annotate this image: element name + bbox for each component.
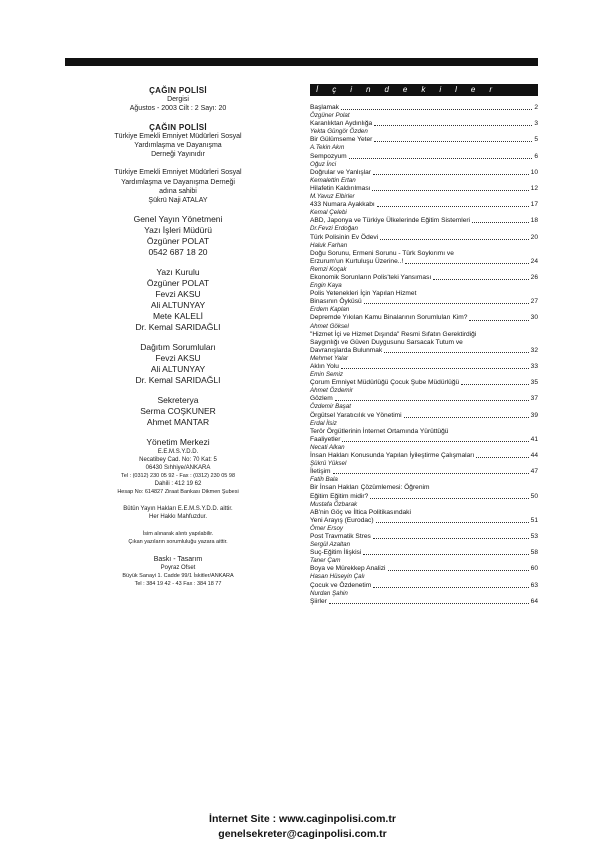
toc-entry-page: 12: [530, 184, 538, 192]
toc-entry-row: [310, 234, 538, 242]
toc-entry[interactable]: [310, 250, 538, 274]
distribution-member: Fevzi AKSU: [155, 353, 201, 364]
publisher-line: Derneği Yayınıdır: [151, 151, 205, 159]
toc-entry-title: Hilafetin Kaldırılması: [310, 184, 371, 192]
top-rule: [65, 58, 538, 66]
toc-entry[interactable]: [310, 565, 538, 581]
owner-line: adına sahibi: [159, 187, 197, 195]
secretariat-title: Sekreterya: [157, 395, 199, 406]
office-line: Hesap No: 614827 Ziraat Bankası Dikmen Şubesi: [117, 489, 239, 496]
dot-leader: [380, 239, 528, 240]
dot-leader: [377, 206, 529, 207]
toc-entry-page: 27: [530, 298, 538, 306]
toc-entry-title: 433 Numara Ayakkabı: [310, 201, 375, 209]
toc-entry-page: 10: [530, 168, 538, 176]
owner-block: [64, 168, 292, 205]
toc-entry-title: Sempozyum: [310, 152, 347, 160]
toc-entry-author: Erdal İlsiz: [310, 419, 337, 427]
toc-entry-page: 6: [534, 152, 538, 160]
publisher-title: ÇAĞIN POLİSİ: [149, 122, 207, 132]
dot-leader: [373, 174, 529, 175]
toc-entry-row: [310, 493, 538, 501]
toc-entry-row: [310, 298, 538, 306]
magazine-title: ÇAĞIN POLİSİ: [149, 86, 207, 95]
dot-leader: [342, 441, 528, 442]
dot-leader: [333, 473, 529, 474]
toc-entry-row: [310, 314, 538, 322]
toc-entry[interactable]: [310, 452, 538, 468]
dot-leader: [341, 109, 532, 110]
distribution-block: [64, 342, 292, 386]
toc-entry-title-line: AB'nin Göç ve İltica Politikasındaki: [310, 508, 411, 516]
toc-entry-title: İnsan Hakları Konusunda Yapılan İyileştirme Çalışmaları: [310, 452, 475, 460]
website-footer: İnternet Site : www.caginpolisi.com.tr: [209, 813, 396, 825]
toc-entry-row: [310, 582, 538, 590]
publisher-line: Türkiye Emekli Emniyet Müdürleri Sosyal: [114, 132, 242, 140]
toc-entry-row: [310, 379, 538, 387]
toc-entry-row: [310, 598, 538, 606]
toc-entry[interactable]: [310, 185, 538, 201]
toc-entry-title: Suç-Eğitim İlişkisi: [310, 549, 362, 557]
dot-leader: [461, 384, 528, 385]
editor-block: [64, 214, 292, 258]
toc-entry-page: 33: [530, 363, 538, 370]
toc-entry-title: İletişim: [310, 468, 331, 476]
secretariat-member: Serma COŞKUNER: [140, 406, 216, 417]
toc-entry-author: Remzi Koçak: [310, 265, 347, 273]
office-line: Tel : (0312) 230 05 92 - Fax : (0312) 230 05 98: [120, 473, 236, 480]
toc-entry-author: Özdemir Başat: [310, 403, 351, 411]
toc-entry-author: Sergül Azaltan: [310, 541, 351, 549]
toc-entry-title: Binasının Öyküsü: [310, 298, 362, 306]
toc-entry-title: Bir Gülümseme Yeter: [310, 136, 373, 144]
toc-entry-title: Karanlıktan Aydınlığa: [310, 120, 373, 128]
toc-entry[interactable]: [310, 549, 538, 565]
toc-entry-row: [310, 549, 538, 557]
toc-entry-author: Kemal Çelebi: [310, 209, 347, 217]
toc-entry-page: 3: [534, 120, 538, 128]
toc-entry-page: 20: [530, 233, 538, 241]
toc-entry-title: Doğrular ve Yanlışlar: [310, 168, 371, 176]
toc-entry-page: 44: [530, 452, 538, 460]
toc-entry-author: Fatih Bala: [310, 476, 338, 484]
masthead-column: [64, 86, 292, 597]
toc-entry[interactable]: [310, 201, 538, 217]
toc-entry-author: Mehmet Yalar: [310, 354, 348, 362]
toc-entry-author: Haluk Farhan: [310, 241, 348, 249]
notes-line: Çıkan yazıların sorumluluğu yazara aittir.: [128, 539, 228, 546]
toc-entry[interactable]: [310, 509, 538, 533]
distribution-member: Ali ALTUNYAY: [150, 364, 206, 375]
dot-leader: [374, 141, 532, 142]
toc-entry-author: Ömer Ersoy: [310, 524, 344, 532]
dot-leader: [476, 457, 528, 458]
dot-leader: [405, 263, 528, 264]
toc-entry[interactable]: [310, 120, 538, 136]
toc-entry-author: Ahmet Göksel: [310, 322, 349, 330]
toc-entry-row: [310, 153, 538, 161]
toc-entry-author: Kemalettin Ertan: [310, 176, 356, 184]
toc-entry-page: 18: [530, 217, 538, 225]
print-line: Tel : 384 19 42 - 43 Fax : 384 18 77: [134, 581, 222, 588]
dot-leader: [469, 320, 528, 321]
toc-entry-title: Ekonomik Sorunların Polis'teki Yansıması: [310, 273, 432, 281]
dot-leader: [404, 417, 529, 418]
board-member: Özgüner POLAT: [146, 278, 210, 289]
toc-entry[interactable]: [310, 169, 538, 185]
toc-entry-page: 53: [530, 532, 538, 540]
owner-name: Şükrü Naji ATALAY: [148, 197, 208, 205]
toc-entry-author: Yekta Güngör Özden: [310, 128, 368, 136]
toc-entry-row: [310, 274, 538, 282]
office-line: 06430 Sıhhiye/ANKARA: [145, 465, 211, 472]
toc-entry-title-line: Saygınlığı ve Güven Duygusunu Sarsacak Tutum ve: [310, 338, 463, 346]
print-title: Baskı - Tasarım: [153, 556, 203, 564]
editor-title: Genel Yayın Yönetmeni: [133, 214, 223, 225]
toc-entry-row: [310, 347, 538, 355]
board-member: Dr. Kemal SARIDAĞLI: [135, 322, 221, 333]
toc-entry-row: [310, 436, 538, 444]
secretariat-member: Ahmet MANTAR: [146, 417, 210, 428]
dot-leader: [384, 352, 528, 353]
toc-entry-title: Boya ve Mürekkep Analizi: [310, 565, 386, 573]
toc-entry-page: 37: [530, 395, 538, 403]
dot-leader: [373, 538, 529, 539]
dot-leader: [372, 190, 528, 191]
toc-entry-row: [310, 104, 538, 112]
toc-entry-title: Depremde Yıkılan Kamu Binalarının Sorumluları Kim?: [310, 314, 468, 322]
board-member: Ali ALTUNYAY: [150, 300, 206, 311]
masthead-block: [64, 86, 292, 114]
toc-entry-author: Hasan Hüseyin Çalı: [310, 573, 365, 581]
distribution-title: Dağıtım Sorumluları: [140, 342, 216, 353]
toc-entry[interactable]: [310, 153, 538, 169]
toc-entry-row: [310, 217, 538, 225]
toc-entry-author: Şükrü Yüksel: [310, 460, 347, 468]
toc-entry[interactable]: [310, 379, 538, 395]
dot-leader: [364, 303, 529, 304]
editor-phone: 0542 687 18 20: [148, 247, 208, 258]
toc-entry[interactable]: [310, 217, 538, 233]
toc-entry-page: 26: [530, 273, 538, 281]
toc-entry-title: Eğitim Eğitim midir?: [310, 492, 369, 500]
toc-heading: İçindekiler: [310, 84, 538, 96]
toc-entry-page: 2: [534, 104, 538, 111]
board-member: Fevzi AKSU: [155, 289, 201, 300]
toc-entry[interactable]: [310, 290, 538, 314]
toc-entry-title: Başlamak: [310, 104, 339, 111]
toc-entry[interactable]: [310, 484, 538, 508]
toc-entry-author: Engin Kaya: [310, 282, 342, 290]
toc-entry-author: Emin Semiz: [310, 371, 344, 379]
toc-entry-title: Çorum Emniyet Müdürlüğü Çocuk Şube Müdürlüğü: [310, 379, 460, 387]
dot-leader: [376, 522, 529, 523]
publisher-line: Yardımlaşma ve Dayanışma: [134, 142, 222, 150]
toc-entry-title-line: Polis Yetenekleri İçin Yapılan Hizmet: [310, 290, 417, 298]
toc-entry[interactable]: [310, 104, 538, 120]
toc-entry-page: 51: [530, 516, 538, 524]
toc-entry-row: [310, 412, 538, 420]
print-block: [64, 555, 292, 588]
toc-entry[interactable]: [310, 314, 538, 330]
office-title: Yönetim Merkezi: [146, 437, 210, 448]
office-block: [64, 437, 292, 496]
toc-entry-author: M.Yavuz Elbirler: [310, 193, 355, 201]
toc-entry[interactable]: [310, 331, 538, 363]
toc-entry-author: Dr.Fevzi Erdoğan: [310, 225, 358, 233]
dot-leader: [388, 570, 529, 571]
dot-leader: [373, 587, 528, 588]
toc-entry-title-line: Terör Örgütlerinin İnternet Ortamında Yürüttüğü: [310, 427, 449, 435]
office-line: Dahili : 412 19 62: [154, 481, 202, 488]
dot-leader: [329, 603, 529, 604]
toc-entry-title: ABD, Japonya ve Türkiye Ülkelerinde Eğitim Sistemleri: [310, 217, 471, 225]
dot-leader: [335, 400, 529, 401]
magazine-subtitle: Dergisi: [167, 96, 189, 104]
board-block: [64, 267, 292, 333]
toc-entry-row: [310, 395, 538, 403]
toc-column: [310, 84, 538, 606]
secretariat-block: [64, 395, 292, 428]
toc-entry-row: [310, 136, 538, 144]
dot-leader: [374, 125, 532, 126]
toc-entry-row: [310, 258, 538, 266]
toc-entry-author: Nurdan Şahin: [310, 589, 348, 597]
toc-entry-row: [310, 169, 538, 177]
publisher-block: [64, 123, 292, 160]
dot-leader: [472, 222, 529, 223]
toc-entry-page: 63: [530, 581, 538, 589]
toc-entry-author: Erdem Kaplan: [310, 306, 350, 314]
toc-entry-row: [310, 452, 538, 460]
toc-entry[interactable]: [310, 428, 538, 452]
toc-entry-page: 35: [530, 379, 538, 387]
toc-entry-page: 39: [530, 411, 538, 419]
toc-entry[interactable]: [310, 363, 538, 379]
toc-entry[interactable]: [310, 234, 538, 250]
dot-leader: [341, 368, 529, 369]
toc-entry-title: Erzurum'un Kurtuluşu Üzerine..!: [310, 257, 404, 265]
toc-entry-title: Örgütsel Yaratıcılık ve Yönetimi: [310, 411, 402, 419]
dot-leader: [433, 279, 528, 280]
notes-block: [64, 530, 292, 546]
toc-entry-author: Mustafa Özbarak: [310, 500, 358, 508]
toc-entry[interactable]: [310, 412, 538, 428]
toc-entry-row: [310, 565, 538, 573]
dot-leader: [349, 158, 533, 159]
toc-entry-title-line: Doğu Sorunu, Ermeni Sorunu - Türk Soykırımı ve: [310, 249, 454, 257]
toc-entry[interactable]: [310, 136, 538, 152]
toc-entry[interactable]: [310, 274, 538, 290]
toc-entry-page: 41: [530, 435, 538, 443]
toc-entry-page: 32: [530, 346, 538, 354]
dot-leader: [363, 554, 528, 555]
print-line: Büyük Sanayi 1. Cadde 99/1 İskitler/ANKARA: [122, 573, 234, 580]
toc-entry-author: A.Tekin Akın: [310, 144, 345, 152]
distribution-member: Dr. Kemal SARIDAĞLI: [135, 375, 221, 386]
owner-line: Yardımlaşma ve Dayanışma Derneği: [121, 178, 235, 186]
toc-entry-author: Taner Çam: [310, 557, 341, 565]
dot-leader: [370, 498, 528, 499]
toc-entry-page: 30: [530, 314, 538, 322]
toc-entry-author: Necati Alkan: [310, 443, 345, 451]
toc-entry-page: 60: [530, 565, 538, 573]
office-line: Necatibey Cad. No: 70 Kat: 5: [139, 457, 217, 464]
owner-line: Türkiye Emekli Emniyet Müdürleri Sosyal: [114, 169, 242, 177]
toc-entry-author: Ahmet Özdemir: [310, 387, 353, 395]
rights-block: [64, 505, 292, 521]
issue-info: Ağustos - 2003 Cilt : 2 Sayı: 20: [129, 105, 227, 113]
board-title: Yazı Kurulu: [156, 267, 200, 278]
toc-entry-row: [310, 185, 538, 193]
toc-entry[interactable]: [310, 598, 538, 606]
toc-entry-title-line: Bir İnsan Hakları Çözümlemesi: Öğrenim: [310, 484, 430, 492]
toc-entry-row: [310, 533, 538, 541]
toc-entry-title: Aklın Yolu: [310, 363, 339, 370]
toc-entry-title: Gözlem: [310, 395, 333, 403]
toc-entry-row: [310, 120, 538, 128]
toc-entry-title: Türk Polisinin Ev Ödevi: [310, 233, 379, 241]
rights-line: Her Hakkı Mahfuzdur.: [148, 514, 208, 521]
toc-entry-author: Oğuz İnci: [310, 160, 337, 168]
toc-entry-title: Davranışlarda Bulunmak: [310, 346, 383, 354]
toc-entry-page: 17: [530, 201, 538, 209]
toc-entry-page: 47: [530, 468, 538, 476]
toc-entry-author: Özgüner Polat: [310, 112, 350, 120]
toc-entry-title: Faaliyetler: [310, 435, 341, 443]
toc-entry-page: 5: [534, 136, 538, 144]
toc-entry[interactable]: [310, 582, 538, 598]
toc-entry-page: 50: [530, 492, 538, 500]
toc-entry-row: [310, 201, 538, 209]
email-footer: genelsekreter@caginpolisi.com.tr: [218, 828, 387, 840]
toc-entry-page: 58: [530, 549, 538, 557]
rights-line: Bütün Yayın Hakları E.E.M.S.Y.D.D. aittir.: [123, 506, 233, 513]
toc-entry-row: [310, 468, 538, 476]
toc-entry[interactable]: [310, 468, 538, 484]
toc-list: [310, 104, 538, 606]
toc-entry-title: Post Travmatik Stres: [310, 532, 371, 540]
toc-entry-title: Yeni Arayış (Eurodac): [310, 516, 374, 524]
toc-entry-title: Çocuk ve Özdenetim: [310, 581, 372, 589]
toc-entry[interactable]: [310, 395, 538, 411]
toc-entry-row: [310, 363, 538, 371]
toc-entry-title-line: "Hizmet İçi ve Hizmet Dışında" Resmi Sıfatın Gerektirdiği: [310, 330, 477, 338]
toc-entry[interactable]: [310, 533, 538, 549]
toc-entry-page: 64: [530, 597, 538, 605]
board-member: Mete KALELİ: [152, 311, 204, 322]
editor-role: Yazı İşleri Müdürü: [144, 225, 212, 236]
toc-entry-page: 24: [530, 257, 538, 265]
office-line: E.E.M.S.Y.D.D.: [157, 449, 199, 456]
toc-entry-title: Şiirler: [310, 597, 327, 605]
print-name: Poyraz Ofset: [160, 565, 196, 572]
toc-entry-row: [310, 517, 538, 525]
notes-line: İsim alınarak alıntı yapılabilir.: [142, 531, 214, 538]
editor-name: Özgüner POLAT: [146, 236, 210, 247]
